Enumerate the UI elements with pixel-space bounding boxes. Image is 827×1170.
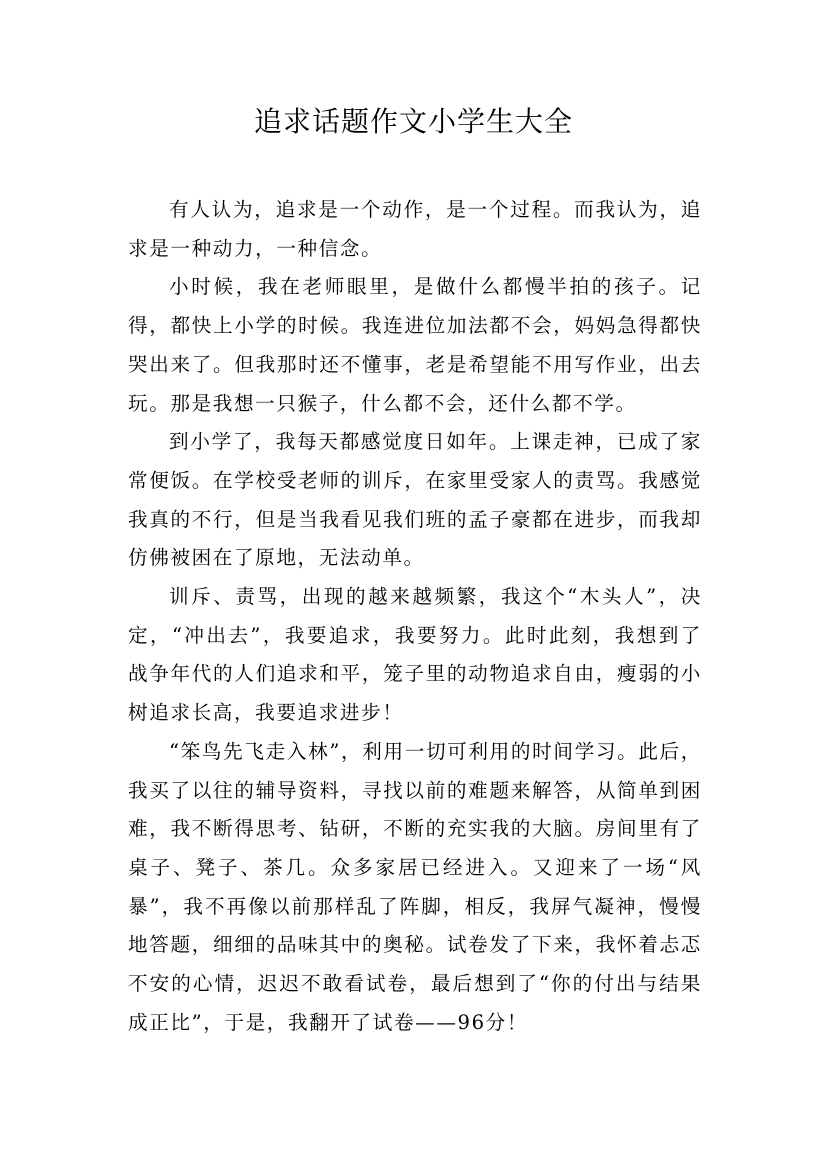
document-body — [128, 191, 702, 1042]
paragraph-2: 小时候，我在老师眼里，是做什么都慢半拍的孩子。记得，都快上小学的时候。我连进位加法都不会，妈妈急得都快哭出来了。但我那时还不懂事，老是希望能不用写作业，出去玩。那是我想一只猴子，什么都不会，还什么都不学。 — [128, 275, 702, 415]
paragraph-4: 训斥、责骂，出现的越来越频繁，我这个“木头人”，决定，“冲出去”，我要追求，我要努力。此时此刻，我想到了战争年代的人们追求和平，笼子里的动物追求自由，瘦弱的小树追求长高，我要追求进步！ — [128, 585, 702, 725]
paragraph-5: “笨鸟先飞走入林”，利用一切可利用的时间学习。此后，我买了以往的辅导资料，寻找以前的难题来解答，从简单到困难，我不断得思考、钻研，不断的充实我的大脑。房间里有了桌子、凳子、茶几。众多家居已经进入。又迎来了一场“风暴”，我不再像以前那样乱了阵脚，相反，我屏气凝神，慢慢地答题，细细的品味其中的奥秘。试卷发了下来，我怀着忐忑不安的心情，迟迟不敢看试卷，最后想到了“你的付出与结果成正比”，于是，我翻开了试卷——96分！ — [128, 739, 702, 1034]
document-title: 追求话题作文小学生大全 — [253, 105, 573, 138]
paragraph-3: 到小学了，我每天都感觉度日如年。上课走神，已成了家常便饭。在学校受老师的训斥，在家里受家人的责骂。我感觉我真的不行，但是当我看见我们班的孟子豪都在进步，而我却仿佛被困在了原地，无法动单。 — [128, 430, 702, 570]
paragraph-1: 有人认为，追求是一个动作，是一个过程。而我认为，追求是一种动力，一种信念。 — [128, 198, 702, 260]
